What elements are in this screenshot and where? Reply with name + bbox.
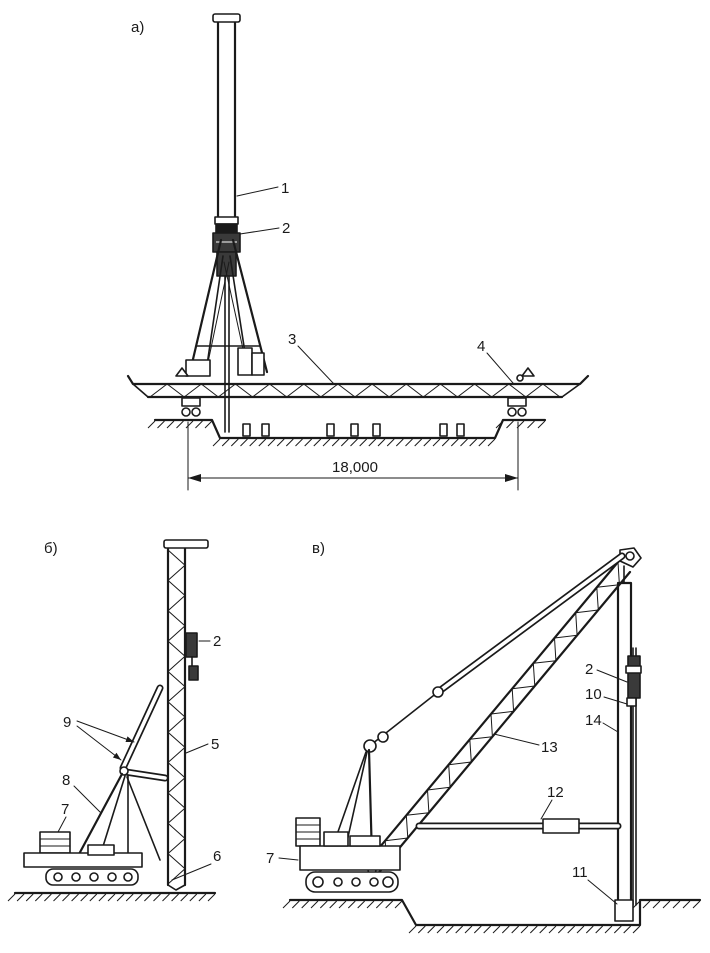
vibrator-body-c <box>628 656 640 698</box>
ground-hatch-stroke <box>154 894 161 901</box>
ground-hatch-stroke <box>199 894 206 901</box>
ground-hatch-stroke <box>409 926 416 933</box>
figure-a-label: а) <box>131 19 145 36</box>
ground-hatch-stroke <box>479 439 486 446</box>
callout-leader <box>588 880 617 904</box>
ground-hatch-stroke <box>296 439 303 446</box>
callout-5: 5 <box>211 736 220 753</box>
ground-hatch-stroke <box>484 926 491 933</box>
ground-hatch-stroke <box>63 894 70 901</box>
ground-hatch-stroke <box>605 926 612 933</box>
ground-hatch-stroke <box>283 901 290 908</box>
vibrator-band <box>626 666 641 673</box>
ground-hatch-stroke <box>586 926 593 933</box>
ground-hatch-stroke <box>568 926 575 933</box>
ground-hatch-stroke <box>292 901 299 908</box>
callout-leader <box>298 346 334 384</box>
bracket-right <box>522 368 534 376</box>
pile <box>457 424 464 436</box>
ground-hatch-stroke <box>673 901 680 908</box>
ground-hatch-stroke <box>186 421 193 428</box>
crane-body-c <box>300 846 400 870</box>
ground-hatch-stroke <box>320 901 327 908</box>
ground-hatch-stroke <box>305 439 312 446</box>
callout-12: 12 <box>547 784 564 801</box>
ground-hatch-stroke <box>277 439 284 446</box>
callouts-a <box>237 180 513 384</box>
ground-hatch-stroke <box>358 901 365 908</box>
crane-cab <box>88 845 114 855</box>
ground-hatch-stroke <box>148 421 155 428</box>
callout-leader <box>77 726 121 760</box>
figure-a <box>128 14 588 490</box>
pile <box>327 424 334 436</box>
pile-shoe <box>615 900 633 921</box>
ground-hatch-stroke <box>360 439 367 446</box>
ground-hatch-stroke <box>339 901 346 908</box>
support-left-beam <box>182 398 200 406</box>
ground-hatch-stroke <box>451 439 458 446</box>
ground-hatch-stroke <box>395 901 402 908</box>
ground-hatch-stroke <box>196 421 203 428</box>
ground-hatch-stroke <box>470 439 477 446</box>
ground-hatch-stroke <box>222 439 229 446</box>
lattice-mast <box>164 540 208 890</box>
ground-hatch-stroke <box>208 894 215 901</box>
ground-hatch-stroke <box>302 901 309 908</box>
ground-hatch-stroke <box>135 894 142 901</box>
figure-c-label: в) <box>312 540 325 557</box>
piles-in-pit <box>243 424 464 436</box>
support-left-wheel <box>192 408 200 416</box>
callout-leader <box>237 187 278 196</box>
ground-hatch-stroke <box>117 894 124 901</box>
ground-hatch-stroke <box>433 439 440 446</box>
tie-upper-segment-inner <box>438 556 622 692</box>
ground-hatch-stroke <box>330 901 337 908</box>
backstay <box>127 777 160 860</box>
ground-hatch-stroke <box>286 439 293 446</box>
ground-hatch-stroke <box>530 926 537 933</box>
ground-hatch-stroke <box>493 926 500 933</box>
ground-line-a <box>155 420 545 438</box>
support-right-beam <box>508 398 526 406</box>
ground-hatch-stroke <box>663 901 670 908</box>
support-right-hinge <box>517 375 523 381</box>
callout-14: 14 <box>585 712 602 729</box>
ground-hatch-stroke <box>99 894 106 901</box>
ground-hatch-stroke <box>44 894 51 901</box>
callout-9: 9 <box>63 714 72 731</box>
ground-hatch-stroke <box>549 926 556 933</box>
callout-leader <box>77 721 134 742</box>
ground-hatch-stroke <box>341 439 348 446</box>
pile <box>243 424 250 436</box>
callout-leader <box>58 817 66 832</box>
support-right-wheel <box>518 408 526 416</box>
ground-hatch-stroke <box>653 901 660 908</box>
ground-hatch-stroke <box>190 894 197 901</box>
pipe-mast-body <box>618 583 631 901</box>
callout-leader <box>240 228 279 234</box>
callout-leader <box>541 800 552 819</box>
ground-hatch-stroke <box>461 439 468 446</box>
ground-hatch-stroke <box>205 421 212 428</box>
ground-hatch-stroke <box>512 926 519 933</box>
ground-hatch-stroke <box>502 926 509 933</box>
callout-2: 2 <box>282 220 291 237</box>
ground-hatch-stroke <box>126 894 133 901</box>
ground-hatch-stroke <box>8 894 15 901</box>
upper-brace-inner <box>123 688 160 768</box>
strut-turnbuckle <box>543 819 579 833</box>
truss-end-right <box>562 384 580 397</box>
callout-13: 13 <box>541 739 558 756</box>
winch-housing <box>186 360 210 376</box>
casing-pipe-collar <box>215 217 238 224</box>
cab-left <box>238 348 252 375</box>
ground-hatch-stroke <box>577 926 584 933</box>
figure-b <box>15 540 221 893</box>
support-left-wheel <box>182 408 190 416</box>
crane-b <box>24 832 142 885</box>
ground-hatch-stroke <box>90 894 97 901</box>
ground-hatch-stroke <box>163 894 170 901</box>
callout-leader <box>494 734 539 745</box>
callout-leader <box>603 723 618 732</box>
ground-hatch-stroke <box>624 926 631 933</box>
ground-hatch-stroke <box>167 421 174 428</box>
ground-hatch-stroke <box>323 439 330 446</box>
ground-hatch-stroke <box>231 439 238 446</box>
ground-hatch-stroke <box>418 926 425 933</box>
ground-hatch-stroke <box>396 439 403 446</box>
callout-leader <box>186 744 208 753</box>
casing-pipe-body <box>218 21 235 218</box>
tie-pulley <box>433 687 443 697</box>
ground-hatch-stroke <box>406 439 413 446</box>
crane-c <box>296 818 400 892</box>
counterweight <box>40 832 70 853</box>
hammer-b <box>186 633 198 680</box>
callout-leader <box>74 786 100 812</box>
ground-hatch-stroke <box>507 421 514 428</box>
callout-2: 2 <box>213 633 222 650</box>
ground-hatch-stroke <box>144 894 151 901</box>
ground-hatch-stroke <box>314 439 321 446</box>
engine-house <box>350 836 380 846</box>
pile-guide <box>225 276 229 432</box>
callout-2: 2 <box>585 661 594 678</box>
ground-hatch-stroke <box>456 926 463 933</box>
ground-hatch-stroke <box>268 439 275 446</box>
ground-hatch-stroke <box>177 421 184 428</box>
ground-hatch-stroke <box>442 439 449 446</box>
boom-left <box>78 774 122 856</box>
ground-hatch-stroke <box>521 926 528 933</box>
ground-hatch-stroke <box>488 439 495 446</box>
dimension-arrow-right <box>505 474 518 482</box>
vibrator-top <box>216 224 237 233</box>
callout-leader <box>172 864 211 880</box>
ground-hatch-stroke <box>386 901 393 908</box>
ground-hatch-stroke <box>378 439 385 446</box>
pile <box>262 424 269 436</box>
ground-hatch-stroke <box>241 439 248 446</box>
callout-8: 8 <box>62 772 71 789</box>
ground-hatch-stroke <box>424 439 431 446</box>
ground-hatch-stroke <box>387 439 394 446</box>
ground-hatch-stroke <box>351 439 358 446</box>
ground-hatch-stroke <box>367 901 374 908</box>
crane-cab-c <box>324 832 348 846</box>
lattice-mast-web <box>168 550 185 884</box>
ground-hatch-stroke <box>643 901 650 908</box>
ground-hatch-stroke <box>158 421 165 428</box>
ground-hatch-stroke <box>428 926 435 933</box>
casing-pipe <box>213 14 240 224</box>
ground-hatch-stroke <box>415 439 422 446</box>
braces <box>120 688 165 778</box>
ground-hatch-stroke <box>376 901 383 908</box>
callout-10: 10 <box>585 686 602 703</box>
cab-right <box>252 353 264 375</box>
ground-hatch-stroke <box>683 901 690 908</box>
vibrator-c <box>626 656 641 706</box>
pile <box>440 424 447 436</box>
support-left <box>182 398 200 416</box>
pipe-mast <box>618 548 641 905</box>
horizontal-strut <box>419 819 618 833</box>
ground-hatch-stroke <box>369 439 376 446</box>
ground-hatch-stroke <box>35 894 42 901</box>
callout-7: 7 <box>61 801 70 818</box>
ground-hatch-stroke <box>17 894 24 901</box>
head-pulley <box>626 552 634 560</box>
ground-hatch-stroke <box>172 894 179 901</box>
callout-4: 4 <box>477 338 486 355</box>
callout-3: 3 <box>288 331 297 348</box>
ground-hatch-stroke <box>446 926 453 933</box>
mast-foot <box>168 885 185 890</box>
ground-hatch-stroke <box>250 439 257 446</box>
a-frame-inner-left <box>206 256 223 372</box>
ground-hatch-stroke <box>81 894 88 901</box>
callout-leader <box>487 353 513 383</box>
callout-1: 1 <box>281 180 290 197</box>
hammer <box>186 633 197 657</box>
callout-7: 7 <box>266 850 275 867</box>
callout-leader <box>279 858 298 860</box>
tie-pulley <box>378 732 388 742</box>
figure-c <box>266 540 700 925</box>
ground-hatch-stroke <box>596 926 603 933</box>
ground-hatch-stroke <box>332 439 339 446</box>
ground-hatch-stroke <box>540 926 547 933</box>
pile-cap <box>189 666 198 680</box>
mast-head <box>164 540 208 548</box>
callout-11: 11 <box>572 864 588 881</box>
ground-hatch-stroke <box>108 894 115 901</box>
ground-hatch-stroke <box>54 894 61 901</box>
ground-hatch-stroke <box>614 926 621 933</box>
ground-hatch-stroke <box>311 901 318 908</box>
boom-tie <box>364 556 622 752</box>
ground-hatch-stroke <box>528 421 535 428</box>
clamp <box>627 698 636 706</box>
ground-hatch-stroke <box>474 926 481 933</box>
ground-hatch-stroke <box>558 926 565 933</box>
ground-hatch-stroke <box>213 439 220 446</box>
support-right-wheel <box>508 408 516 416</box>
pile <box>373 424 380 436</box>
ground-hatch-stroke <box>259 439 266 446</box>
ground-hatch-stroke <box>26 894 33 901</box>
ground-hatch-stroke <box>465 926 472 933</box>
ground-hatch-stroke <box>72 894 79 901</box>
ground-hatch-stroke <box>181 894 188 901</box>
ground-hatch-stroke <box>437 926 444 933</box>
casing-pipe-cap <box>213 14 240 22</box>
boom-inner <box>100 776 125 856</box>
crane-body <box>24 853 142 867</box>
pile <box>351 424 358 436</box>
truss-end-left <box>133 384 148 397</box>
ground-hatch-stroke <box>693 901 700 908</box>
callout-arrowhead <box>113 753 121 760</box>
truss-web <box>150 384 560 397</box>
dimension-arrow-left <box>188 474 201 482</box>
callout-6: 6 <box>213 848 222 865</box>
ground-line-c <box>290 900 700 925</box>
dimension-value: 18,000 <box>332 459 378 476</box>
figure-b-label: б) <box>44 540 58 557</box>
ground-hatch-stroke <box>538 421 545 428</box>
ground-hatch-stroke <box>633 926 640 933</box>
ground-hatch-stroke <box>348 901 355 908</box>
